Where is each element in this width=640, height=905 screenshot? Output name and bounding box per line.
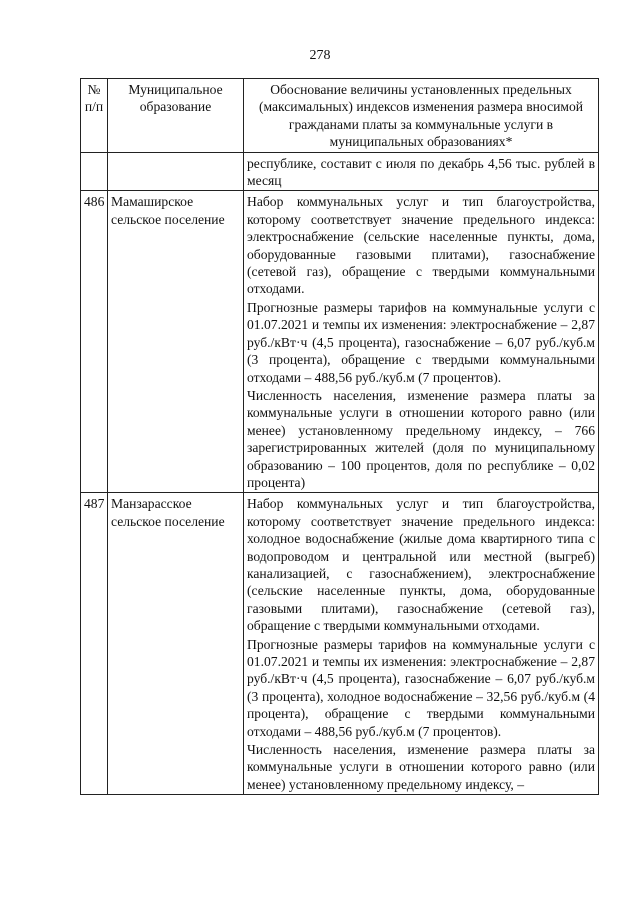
row-number bbox=[81, 152, 108, 191]
row-number: 487 bbox=[81, 493, 108, 795]
justification-paragraph: Прогнозные размеры тарифов на коммунальные услуги с 01.07.2021 и темпы их изменения: электроснабжение – 2,87 руб./кВт·ч (4,5 процента), газоснабжение – 6,07 руб./куб.м (3 процента), обращение с твердыми коммунальными отходами – 488,56 руб./куб.м (7 процентов). bbox=[247, 299, 595, 385]
table-row bbox=[81, 191, 599, 493]
row-justification bbox=[244, 191, 599, 493]
header-municipality: Муниципальное образование bbox=[108, 79, 244, 153]
table-row bbox=[81, 152, 599, 191]
justification-paragraph: Набор коммунальных услуг и тип благоустройства, которому соответствует значение предельного индекса: холодное водоснабжение (жилые дома квартирного типа с водопроводом и центральной или местной (выгреб) канализацией, с газоснабжением), электроснабжение (сельские населенные пункты, дома, оборудованные газовыми плитами), газоснабжение (сетевой газ), обращение с твердыми коммунальными отходами. bbox=[247, 496, 595, 634]
justification-paragraph: республике, составит с июля по декабрь 4,56 тыс. рублей в месяц bbox=[247, 155, 595, 189]
justification-paragraph: Набор коммунальных услуг и тип благоустройства, которому соответствует значение предельного индекса: электроснабжение (сельские населенные пункты, дома, оборудованные газовыми плитами), газоснабжение (сетевой газ), обращение с твердыми коммунальными отходами. bbox=[247, 194, 595, 297]
row-municipality: Манзарасское сельское поселение bbox=[108, 493, 244, 795]
header-justification: Обоснование величины установленных предельных (максимальных) индексов изменения размера вносимой гражданами платы за коммунальные услуги в муниципальных образованиях* bbox=[244, 79, 599, 153]
row-justification bbox=[244, 152, 599, 191]
justification-paragraph: Численность населения, изменение размера платы за коммунальные услуги в отношении которого равно (или менее) установленному предельному индексу, – bbox=[247, 742, 595, 792]
table-row bbox=[81, 493, 599, 795]
row-justification bbox=[244, 493, 599, 795]
justification-paragraph: Численность населения, изменение размера платы за коммунальные услуги в отношении которого равно (или менее) установленному предельному индексу, – 766 зарегистрированных жителей (доля по муниципальному образованию – 100 процентов, доля по республике – 0,02 процента) bbox=[247, 387, 595, 490]
index-justification-table bbox=[80, 78, 599, 795]
table-header-row bbox=[81, 79, 599, 153]
justification-paragraph: Прогнозные размеры тарифов на коммунальные услуги с 01.07.2021 и темпы их изменения: электроснабжение – 2,87 руб./кВт·ч (4,5 процента), газоснабжение – 6,07 руб./куб.м (3 процента), холодное водоснабжение – 32,56 руб./куб.м (4 процента), обращение с твердыми коммунальными отходами – 488,56 руб./куб.м (7 процентов). bbox=[247, 636, 595, 739]
page-number: 278 bbox=[309, 48, 331, 63]
header-row-number: № п/п bbox=[81, 79, 108, 153]
row-municipality bbox=[108, 152, 244, 191]
row-municipality: Мамаширское сельское поселение bbox=[108, 191, 244, 493]
row-number: 486 bbox=[81, 191, 108, 493]
